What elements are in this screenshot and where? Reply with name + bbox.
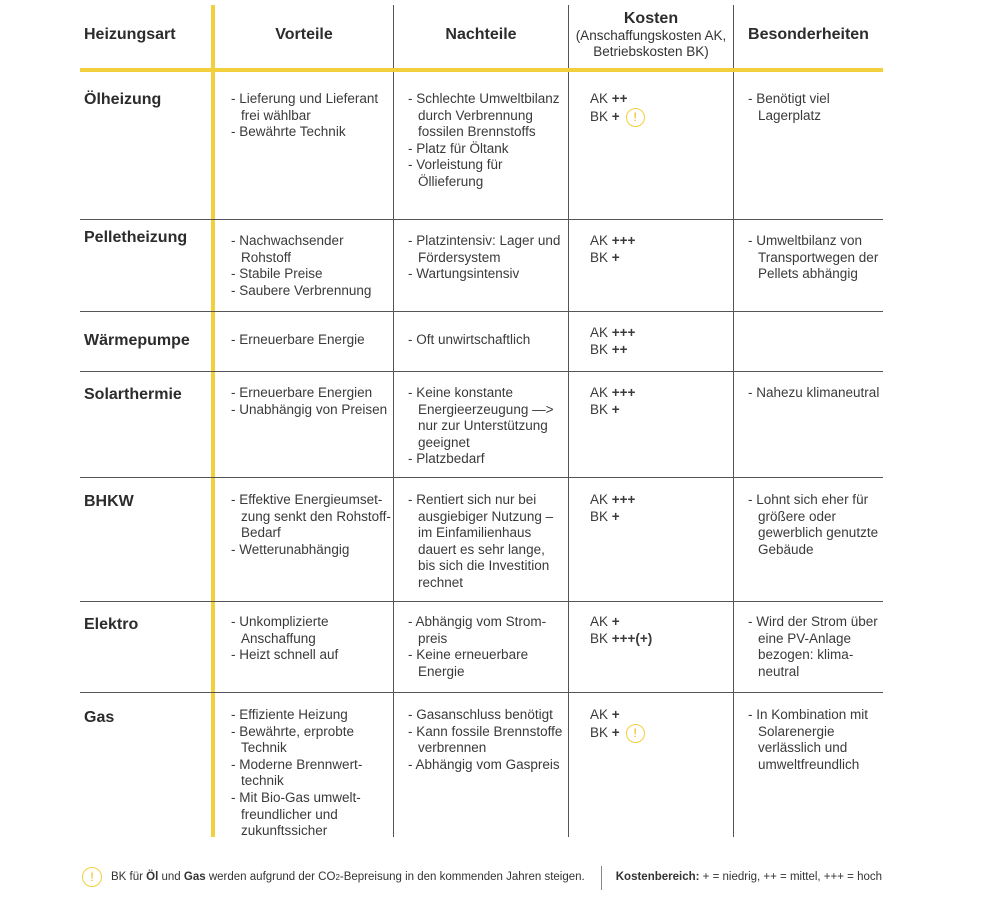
nachteile-cell [408,492,563,592]
vorteile-cell [231,614,391,664]
list-item: - Platzintensiv: Lager und Fördersystem [408,233,563,266]
list-item: - Stabile Preise [231,266,391,283]
list-item: - Wartungsintensiv [408,266,563,283]
header-vorteile: Vorteile [275,26,333,43]
nachteile-cell [408,707,563,773]
row-name-elektro: Elektro [84,616,139,633]
list-item: - Vorleistung für Öllieferung [408,157,563,190]
list-item: - Kann fossile Brennstoffe verbrennen [408,724,563,757]
kosten-cell: AK ++ BK + ! [590,91,645,127]
kosten-cell: AK + BK + ! [590,707,645,743]
list-item: - Wird der Strom über eine PV-Anlage bezogen: klimaneutral [748,614,888,680]
row-divider [80,692,883,693]
list-item: - Keine konstante Energieerzeugung —> nur zur Unterstützung geeignet [408,385,563,451]
list-item: - Moderne Brennwerttechnik [231,757,391,790]
besonderheiten-cell [748,91,888,124]
list-item: - In Kombination mit Solarenergie verlässlich und umweltfreundlich [748,707,888,773]
row-divider [80,601,883,602]
vorteile-cell [231,492,391,558]
list-item: - Effiziente Heizung [231,707,391,724]
column-divider [568,5,569,837]
list-item: - Keine erneuerbare Energie [408,647,563,680]
column-divider-yellow [211,5,215,837]
cost-legend: Kostenbereich: + = niedrig, ++ = mittel, +++ = hoch [615,871,882,883]
warning-icon: ! [626,108,645,127]
list-item: - Platz für Öltank [408,141,563,158]
row-name-waermepumpe: Wärmepumpe [84,332,190,349]
list-item: - Abhängig vom Gaspreis [408,757,563,774]
kosten-cell: AK + BK +++(+) [590,614,653,646]
list-item: - Lieferung und Lieferant frei wählbar [231,91,391,124]
column-divider [733,5,734,837]
list-item: - Rentiert sich nur bei ausgiebiger Nutzung – im Einfamilienhaus dauert es sehr lange, bis sich die Investition rechnet [408,492,563,592]
row-divider [80,311,883,312]
nachteile-cell [408,332,563,349]
list-item: - Unabhängig von Preisen [231,402,391,419]
list-item: - Lohnt sich eher für größere oder gewerblich genutzte Gebäude [748,492,890,558]
list-item: - Effektive Energieumsetzung senkt den Rohstoff-Bedarf [231,492,391,542]
list-item: - Benötigt viel Lagerplatz [748,91,888,124]
list-item: - Platzbedarf [408,451,563,468]
row-name-gas: Gas [84,709,115,726]
row-name-pelletheizung: Pelletheizung [84,229,188,246]
besonderheiten-cell [748,233,888,283]
vorteile-cell [231,385,391,418]
list-item: - Abhängig vom Strompreis [408,614,563,647]
list-item: - Nahezu klimaneutral [748,385,888,402]
footer-note: ! BK für Öl und Gas werden aufgrund der CO 2 -Bepreisung in den kommenden Jahren steigen. [82,867,585,887]
warning-icon: ! [626,724,645,743]
nachteile-cell [408,233,563,283]
warning-icon: ! [82,867,102,887]
besonderheiten-cell [748,614,888,680]
kosten-cell: AK +++ BK ++ [590,325,636,357]
list-item: - Nachwachsender Rohstoff [231,233,391,266]
row-divider [80,219,883,220]
row-name-oelheizung: Ölheizung [84,91,162,108]
list-item: - Unkomplizierte Anschaffung [231,614,391,647]
kosten-cell: AK +++ BK + [590,385,636,417]
header-besonderheiten: Besonderheiten [748,26,869,43]
header-nachteile: Nachteile [445,26,517,43]
vorteile-cell [231,707,391,840]
row-divider [80,371,883,372]
list-item: - Gasanschluss benötigt [408,707,563,724]
list-item: - Schlechte Umweltbilanz durch Verbrennung fossilen Brennstoffs [408,91,563,141]
list-item: - Erneuerbare Energien [231,385,391,402]
list-item: - Bewährte, erprobte Technik [231,724,391,757]
header-heizungsart: Heizungsart [84,26,176,43]
besonderheiten-cell [748,707,888,773]
row-name-bhkw: BHKW [84,493,134,510]
header-kosten: Kosten (Anschaffungskosten AK, Betriebskosten BK) [575,10,727,59]
heating-comparison-table [80,5,883,837]
row-name-solarthermie: Solarthermie [84,386,182,403]
list-item: - Heizt schnell auf [231,647,391,664]
vorteile-cell [231,233,391,299]
column-divider [393,5,394,837]
list-item: - Wetterunabhängig [231,542,391,559]
vorteile-cell [231,91,391,141]
nachteile-cell [408,614,563,680]
list-item: - Umweltbilanz von Transportwegen der Pellets abhängig [748,233,888,283]
vorteile-cell [231,332,391,349]
besonderheiten-cell [748,385,888,402]
nachteile-cell [408,385,563,468]
row-divider [80,477,883,478]
list-item: - Bewährte Technik [231,124,391,141]
kosten-cell: AK +++ BK + [590,233,636,265]
list-item: - Mit Bio-Gas umweltfreundlicher und zukunftssicher [231,790,391,840]
footer-separator [601,866,602,890]
footer [82,866,887,890]
header-divider [80,68,883,72]
besonderheiten-cell [748,492,890,558]
nachteile-cell [408,91,563,191]
list-item: - Saubere Verbrennung [231,283,391,300]
list-item: - Oft unwirtschaftlich [408,332,563,349]
kosten-cell: AK +++ BK + [590,492,636,524]
list-item: - Erneuerbare Energie [231,332,391,349]
